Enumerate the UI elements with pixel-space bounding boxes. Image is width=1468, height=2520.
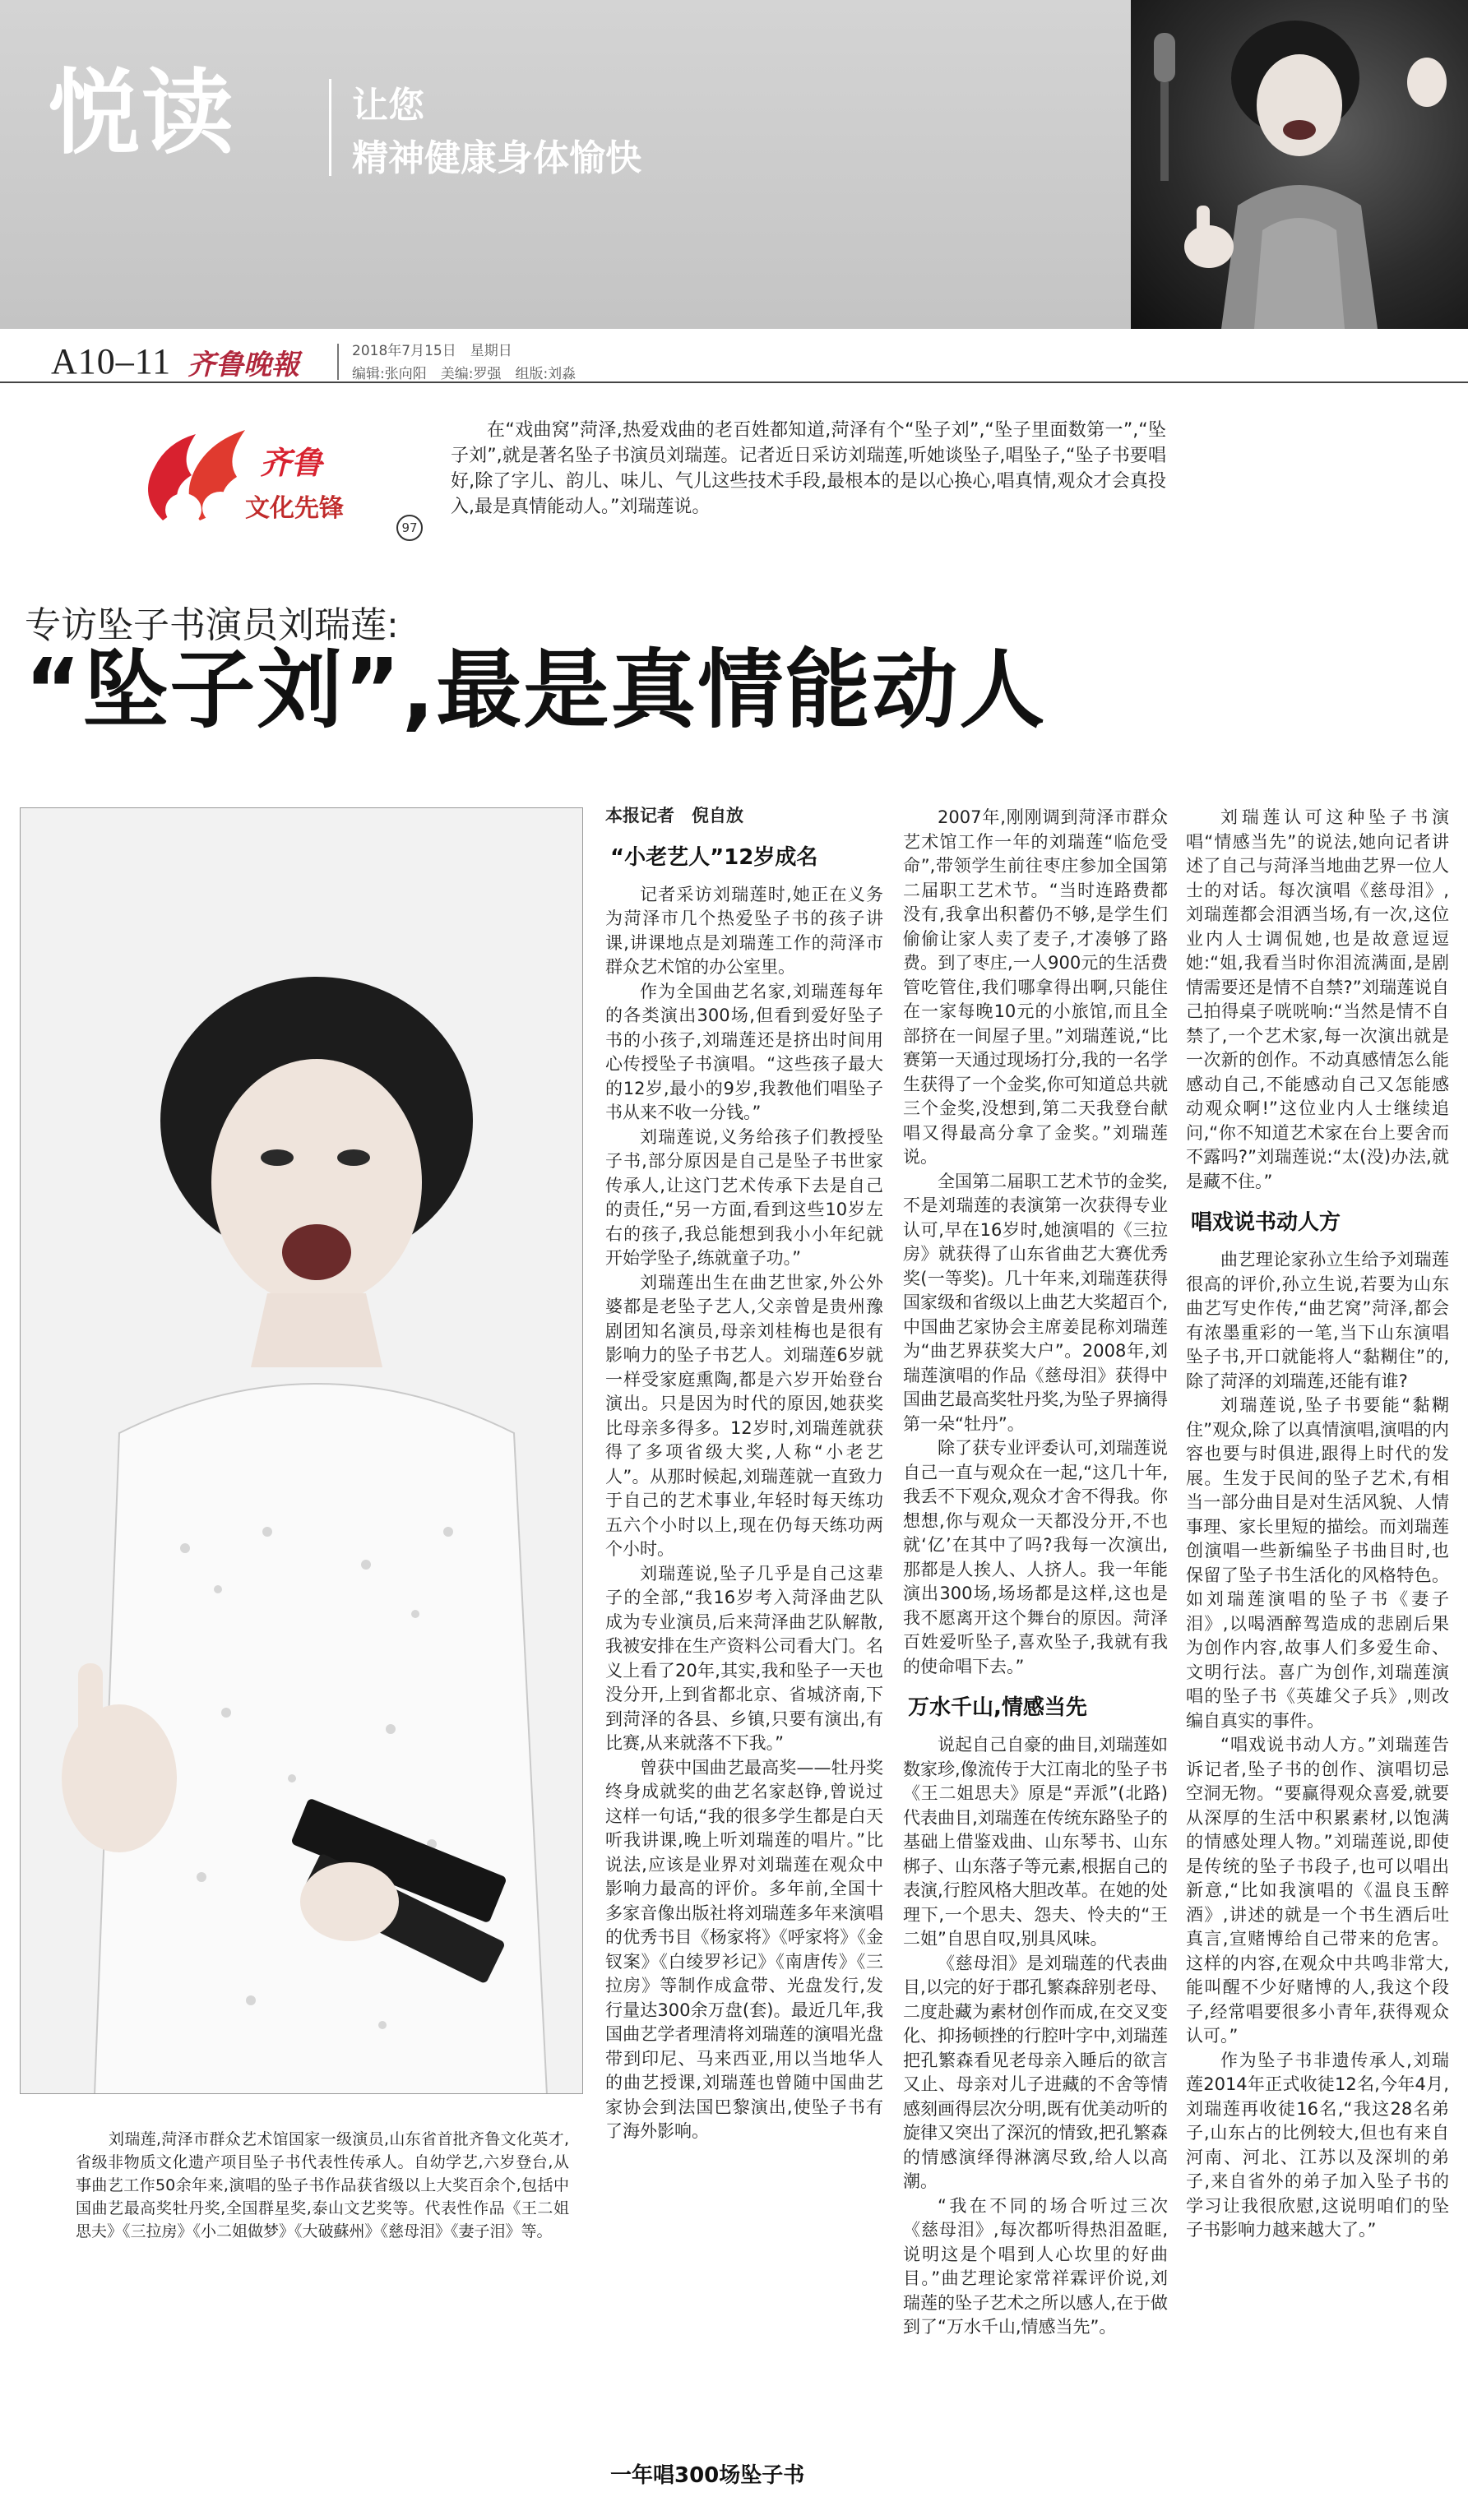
paragraph: 刘瑞莲认可这种坠子书演唱“情感当先”的说法,她向记者讲述了自己与菏泽当地曲艺界一位人士的对话。每次演唱《慈母泪》,刘瑞莲都会泪洒当场,有一次,这位业内人士调侃她,也是故意逗逗她:“姐,我看当时你泪流满面,是剧情需要还是情不自禁?”刘瑞莲说自己拍得桌子咣咣响:“当然是情不自禁了,一个艺术家,每一次演出就是一次新的创作。不动真感情怎么能感动自己,不能感动自己又怎能感动观众啊!”这位业内人士继续追问,“你不知道艺术家在台上要舍而不露吗?”刘瑞莲说:“太(没)办法,就是藏不住。” <box>1186 807 1449 1191</box>
paragraph: 刘瑞莲说,坠子书要能“黏糊住”观众,除了以真情演唱,演唱的内容也要与时俱进,跟得上时代的发展。生发于民间的坠子艺术,有相当一部分曲目是对生活风貌、人情事理、家长里短的描绘。而刘瑞莲创演唱一些新编坠子书曲目时,也保留了坠子书生活化的风格特色。如刘瑞莲演唱的坠子书《妻子泪》,以喝酒醉驾造成的悲剧后果为创作内容,故事人们多爱生命、文明行法。喜广为创作,刘瑞莲演唱的坠子书《英雄父子兵》,则改编自真实的事件。 <box>1186 1395 1449 1731</box>
paragraph: 刘瑞莲说,义务给孩子们教授坠子书,部分原因是自己是坠子书世家传承人,让这门艺术传承下去是自己的责任,“另一方面,看到这些10岁左右的孩子,我总能想到我小小年纪就开始学坠子,练就童子功。” <box>605 1126 883 1268</box>
paragraph: 曾获中国曲艺最高奖——牡丹奖终身成就奖的曲艺名家赵铮,曾说过这样一句话,“我的很多学生都是白天听我讲课,晚上听刘瑞莲的唱片。”比说法,应该是业界对刘瑞莲在观众中影响力最高的评价。多年前,全国十多家音像出版社将刘瑞莲多年来演唱的优秀书目《杨家将》《呼家将》《金钗案》《白绫罗衫记》《南唐传》《三拉房》等制作成盒带、光盘发行,发行量达300余万盘(套)。最近几年,我国曲艺学者理清将刘瑞莲的演唱光盘带到印尼、马来西亚,用以当地华人的曲艺授课,刘瑞莲也曾随中国曲艺家协会到法国巴黎演出,使坠子书有了海外影响。 <box>605 1757 883 2141</box>
article-column-1 <box>605 804 883 2144</box>
page-number: A10–11 <box>51 341 172 381</box>
paragraph: 作为坠子书非遗传承人,刘瑞莲2014年正式收徒12名,今年4月,刘瑞莲再收徒16名,“我这28名弟子,山东占的比例较大,但也有来自河南、河北、江苏以及深圳的弟子,来自省外的弟子加入坠子书的学习让我很欣慰,这说明咱们的坠子书影响力越来越大了。” <box>1186 2050 1449 2240</box>
culture-pioneer-logo <box>122 418 434 533</box>
culture-logo-brand: 齐鲁 <box>260 444 323 481</box>
article-column-3 <box>1186 806 1449 2243</box>
header-tagline-1: 让您 <box>352 85 424 127</box>
paragraph: 刘瑞莲出生在曲艺世家,外公外婆都是老坠子艺人,父亲曾是贵州豫剧团知名演员,母亲刘桂梅也是很有影响力的坠子书艺人。刘瑞莲6岁就一样受家庭熏陶,都是六岁开始登台演出。只是因为时代的原因,她获奖比母亲多得多。12岁时,刘瑞莲就获得了多项省级大奖,人称“小老艺人”。从那时候起,刘瑞莲就一直致力于自己的艺术事业,年轻时每天练功五六个小时以上,现在仍每天练功两个小时。 <box>605 1272 883 1559</box>
section-logo: 悦读 <box>48 60 235 167</box>
page-folio <box>0 334 1468 383</box>
performer-portrait <box>20 807 583 2094</box>
section-heading: 万水千山,情感当先 <box>908 1695 1087 1720</box>
paragraph: 除了获专业评委认可,刘瑞莲说自己一直与观众在一起,“这几十年,我丢不下观众,观众才舍不得我。你想想,你与观众一天都没分开,不也就‘亿’在其中了吗?我每一次演出,那都是人挨人、人挤人。我一年能演出300场,场场都是这样,这也是我不愿离开这个舞台的原因。菏泽百姓爱听坠子,喜欢坠子,我就有我的使命唱下去。” <box>903 1438 1168 1676</box>
paragraph: “唱戏说书动人方。”刘瑞莲告诉记者,坠子书的创作、演唱切忌空洞无物。“要赢得观众喜爱,就要从深厚的生活中积累素材,以饱满的情感处理人物。”刘瑞莲说,即使是传统的坠子书段子,也可以唱出新意,“比如我演唱的《温良玉醉酒》,讲述的就是一个书生酒后吐真言,宣赌博给自己带来的危害。这样的内容,在观众中共鸣非常大,能叫醒不少好赌博的人,我这个段子,经常唱要很多小青年,获得观众认可。” <box>1186 1735 1449 2046</box>
article-intro: 在“戏曲窝”菏泽,热爱戏曲的老百姓都知道,菏泽有个“坠子刘”,“坠子里面数第一”,“坠子刘”,就是著名坠子书演员刘瑞莲。记者近日采访刘瑞莲,听她谈坠子,唱坠子,“坠子书要唱好,除了字儿、韵儿、味儿、气儿这些技术手段,最根本的是以心换心,唱真情,观众才会真投入,最是真情能动人。”刘瑞莲说。 <box>451 420 1166 517</box>
newspaper-name: 齐鲁晚報 <box>188 349 299 381</box>
issue-date: 2018年7月15日 星期日 <box>352 343 512 359</box>
section-heading: 一年唱300场坠子书 <box>610 2463 805 2488</box>
section-heading: 唱戏说书动人方 <box>1191 1210 1341 1235</box>
editor-credits: 编辑:张向阳 美编:罗强 组版:刘淼 <box>352 366 577 382</box>
byline: 本报记者 倪自放 <box>605 806 743 825</box>
article-column-2 <box>903 806 1168 2340</box>
culture-series-number: 97 <box>396 515 423 541</box>
article-headline: “坠子刘”,最是真情能动人 <box>25 640 1047 740</box>
folio-divider <box>337 344 339 380</box>
header-performer-photo <box>1131 0 1468 329</box>
paragraph: 全国第二届职工艺术节的金奖,不是刘瑞莲的表演第一次获得专业认可,早在16岁时,她演唱的《三拉房》就获得了山东省曲艺大赛优秀奖(一等奖)。几十年来,刘瑞莲获得国家级和省级以上曲艺大奖超百个,中国曲艺家协会主席姜昆称刘瑞莲为“曲艺界获奖大户”。2008年,刘瑞莲演唱的作品《慈母泪》获得中国曲艺最高奖牡丹奖,为坠子界摘得第一朵“牡丹”。 <box>903 1171 1168 1434</box>
section-header-band <box>0 0 1468 329</box>
culture-logo-subtitle: 文化先锋 <box>245 494 344 523</box>
article-kicker: 专访坠子书演员刘瑞莲: <box>25 604 399 646</box>
section-heading: “小老艺人”12岁成名 <box>610 844 818 870</box>
paragraph: 刘瑞莲说,坠子几乎是自己这辈子的全部,“我16岁考入菏泽曲艺队成为专业演员,后来菏泽曲艺队解散,我被安排在生产资料公司看大门。名义上看了20年,其实,我和坠子一天也没分开,上到省都北京、省城济南,下到菏泽的各县、乡镇,只要有演出,有比赛,从来就落不下我。” <box>605 1563 883 1753</box>
paragraph: 2007年,刚刚调到菏泽市群众艺术馆工作一年的刘瑞莲“临危受命”,带领学生前往枣庄参加全国第二届职工艺术节。“当时连路费都没有,我拿出积蓄仍不够,是学生们偷偷让家人卖了麦子,才凑够了路费。到了枣庄,一人900元的生活费管吃管住,我们哪拿得出啊,只能住在一家每晚10元的小旅馆,而且全部挤在一间屋子里。”刘瑞莲说,“比赛第一天通过现场打分,我的一名学生获得了一个金奖,你可知道总共就三个金奖,没想到,第二天我登台献唱又得最高分拿了金奖。”刘瑞莲说。 <box>903 807 1168 1167</box>
paragraph: 曲艺理论家孙立生给予刘瑞莲很高的评价,孙立生说,若要为山东曲艺写史作传,“曲艺窝”菏泽,都会有浓墨重彩的一笔,当下山东演唱坠子书,开口就能将人“黏糊住”的,除了菏泽的刘瑞莲,还能有谁? <box>1186 1250 1449 1391</box>
header-divider <box>329 79 331 176</box>
paragraph: 说起自己自豪的曲目,刘瑞莲如数家珍,像流传于大江南北的坠子书《王二姐思夫》原是“弄派”(北路)代表曲目,刘瑞莲在传统东路坠子的基础上借鉴戏曲、山东琴书、山东梆子、山东落子等元素,根据自己的表演,行腔风格大胆改革。在她的处理下,一个思夫、怨夫、怜夫的“王二姐”自思自叹,别具风味。 <box>903 1735 1168 1949</box>
paragraph: 记者采访刘瑞莲时,她正在义务为菏泽市几个热爱坠子书的孩子讲课,讲课地点是刘瑞莲工作的菏泽市群众艺术馆的办公室里。 <box>605 884 883 977</box>
paragraph: 作为全国曲艺名家,刘瑞莲每年的各类演出300场,但看到爱好坠子书的小孩子,刘瑞莲还是挤出时间用心传授坠子书演唱。“这些孩子最大的12岁,最小的9岁,我教他们唱坠子书从来不收一分钱。” <box>605 981 883 1122</box>
header-tagline-2: 精神健康身体愉快 <box>352 137 641 179</box>
portrait-caption: 刘瑞莲,菏泽市群众艺术馆国家一级演员,山东省首批齐鲁文化英才,省级非物质文化遗产项目坠子书代表性传承人。自幼学艺,六岁登台,从事曲艺工作50余年来,演唱的坠子书作品获省级以上大奖百余个,包括中国曲艺最高奖牡丹奖,全国群星奖,泰山文艺奖等。代表性作品《王二姐思夫》《三拉房》《小二姐做梦》《大破蘇州》《慈母泪》《妻子泪》等。 <box>76 2130 569 2240</box>
paragraph: 《慈母泪》是刘瑞莲的代表曲目,以完的好于郡孔繁森辞别老母、二度赴藏为素材创作而成,在交叉变化、抑扬顿挫的行腔叶字中,刘瑞莲把孔繁森看见老母亲入睡后的欲言又止、母亲对儿子进藏的不舍等情感刻画得层次分明,既有优美动听的旋律又突出了深沉的情致,把孔繁森的情感演绎得淋漓尽致,给人以高潮。 <box>903 1953 1168 2191</box>
paragraph: “我在不同的场合听过三次《慈母泪》,每次都听得热泪盈眶,说明这是个唱到人心坎里的好曲目。”曲艺理论家常祥霖评价说,刘瑞莲的坠子艺术之所以感人,在于做到了“万水千山,情感当先”。 <box>903 2195 1168 2337</box>
